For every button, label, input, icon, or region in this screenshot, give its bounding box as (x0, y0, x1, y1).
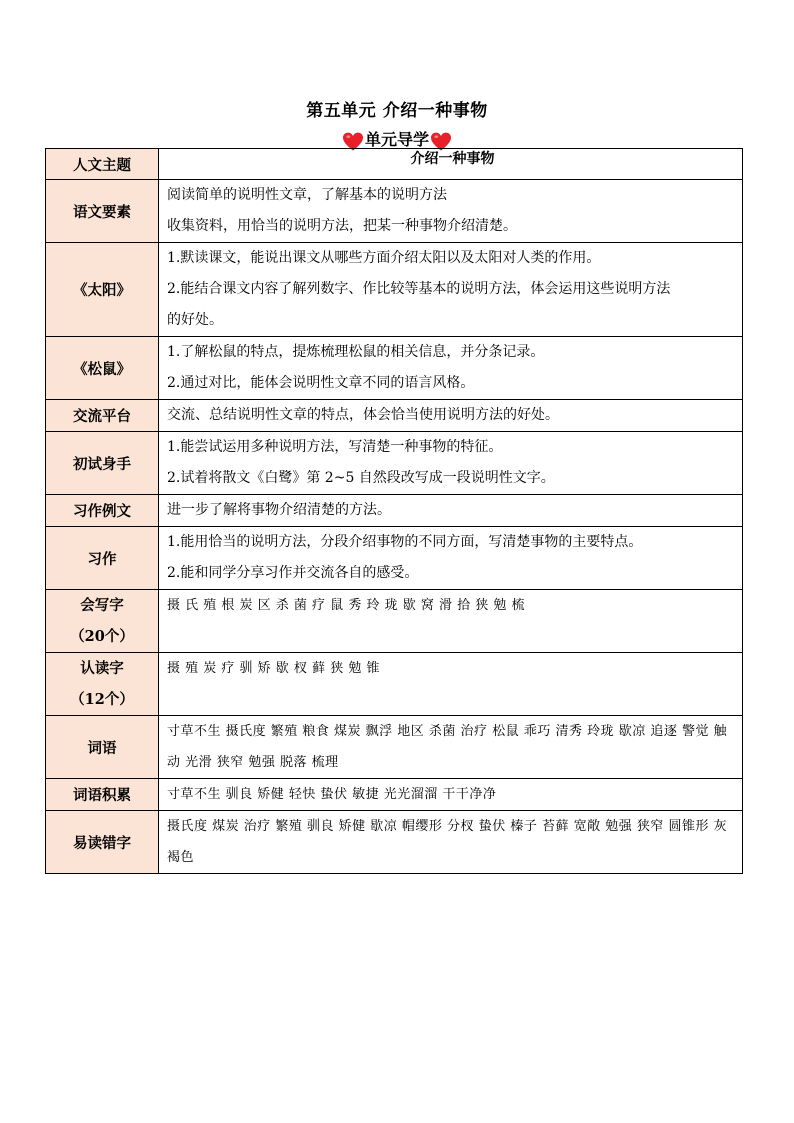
row-header-count: （20个） (70, 628, 134, 645)
content-line: 1.能尝试运用多种说明方法，写清楚一种事物的特征。 (167, 439, 503, 455)
table-row (46, 716, 743, 779)
content-line: 1.了解松鼠的特点，提炼梳理松鼠的相关信息，并分条记录。 (167, 344, 545, 360)
row-header: 交流平台 (46, 400, 159, 432)
table-row (46, 180, 743, 243)
content-line: 寸草不生 摄氏度 繁殖 粮食 煤炭 飘浮 地区 杀菌 治疗 松鼠 乖巧 清秀 玲珑 (167, 724, 615, 739)
row-header-line: 会写字 (80, 597, 124, 614)
row-header: 词语 (46, 716, 159, 779)
row-content (159, 180, 743, 243)
table-row (46, 337, 743, 400)
table-row (46, 653, 743, 716)
row-content: 介绍一种事物 (159, 149, 743, 180)
row-header: 《太阳》 (46, 243, 159, 337)
content-line: 进一步了解将事物介绍清楚的方法。 (167, 502, 391, 518)
table-row (46, 400, 743, 432)
content-line: 2.能结合课文内容了解列数字、作比较等基本的说明方法，体会运用这些说明方法 (167, 281, 671, 297)
table-row (46, 779, 743, 811)
table-row (46, 527, 743, 590)
row-header: 语文要素 (46, 180, 159, 243)
row-content (159, 400, 743, 432)
content-line: 勉强 狭窄 圆锥形 灰褐色 (167, 819, 728, 865)
table-row (46, 149, 743, 180)
table-row (46, 590, 743, 653)
row-content (159, 337, 743, 400)
content-line: 收集资料，用恰当的说明方法，把某一种事物介绍清楚。 (167, 218, 517, 234)
row-header: 习作 (46, 527, 159, 590)
row-content (159, 779, 743, 811)
row-content (159, 653, 743, 716)
row-content (159, 527, 743, 590)
content-line: 摄 殖 炭 疗 驯 矫 歇 杈 藓 狭 勉 锥 (167, 661, 380, 676)
unit-guide-table (45, 148, 743, 874)
row-content (159, 243, 743, 337)
content-line: 的好处。 (167, 312, 223, 328)
content-line: 2.通过对比，能体会说明性文章不同的语言风格。 (167, 375, 475, 391)
content-line: 摄氏度 煤炭 治疗 繁殖 驯良 矫健 歇凉 帽缨形 分杈 蛰伏 榛子 苔藓 宽敞 (167, 819, 601, 834)
row-header: 习作例文 (46, 495, 159, 527)
page-title: 第五单元 介绍一种事物 (306, 101, 488, 121)
row-content (159, 432, 743, 495)
unit-guide-heading (0, 127, 794, 149)
content-line: 2.能和同学分享习作并交流各自的感受。 (167, 565, 419, 581)
row-header: 易读错字 (46, 811, 159, 874)
subtitle-text: 单元导学 (364, 129, 429, 149)
row-header (46, 653, 159, 716)
content-line: 2.试着将散文《白鹭》第 2~5 自然段改写成一段说明性文字。 (167, 470, 555, 486)
table-row (46, 432, 743, 495)
table-row (46, 495, 743, 527)
row-content (159, 495, 743, 527)
row-header: 初试身手 (46, 432, 159, 495)
row-content (159, 590, 743, 653)
row-content (159, 811, 743, 874)
row-header: 人文主题 (46, 149, 159, 180)
content-line: 歇凉 追逐 警觉 触动 光滑 狭窄 勉强 脱落 梳理 (167, 724, 728, 770)
table-row (46, 811, 743, 874)
row-header: 词语积累 (46, 779, 159, 811)
content-line: 交流、总结说明性文章的特点，体会恰当使用说明方法的好处。 (167, 407, 559, 423)
content-line: 阅读简单的说明性文章，了解基本的说明方法 (167, 187, 447, 203)
content-line: 寸草不生 驯良 矫健 轻快 蛰伏 敏捷 光光溜溜 干干净净 (167, 787, 497, 802)
content-line: 摄 氏 殖 根 炭 区 杀 菌 疗 鼠 秀 玲 珑 歇 窝 滑 拾 狭 勉 梳 (167, 598, 526, 613)
row-header: 《松鼠》 (46, 337, 159, 400)
content-line: 1.默读课文，能说出课文从哪些方面介绍太阳以及太阳对人类的作用。 (167, 250, 601, 266)
row-header-line: 认读字 (80, 660, 124, 677)
content-line: 1.能用恰当的说明方法，分段介绍事物的不同方面，写清楚事物的主要特点。 (167, 534, 643, 550)
row-header-count: （12个） (70, 691, 134, 708)
table-row (46, 243, 743, 337)
row-content (159, 716, 743, 779)
row-header (46, 590, 159, 653)
